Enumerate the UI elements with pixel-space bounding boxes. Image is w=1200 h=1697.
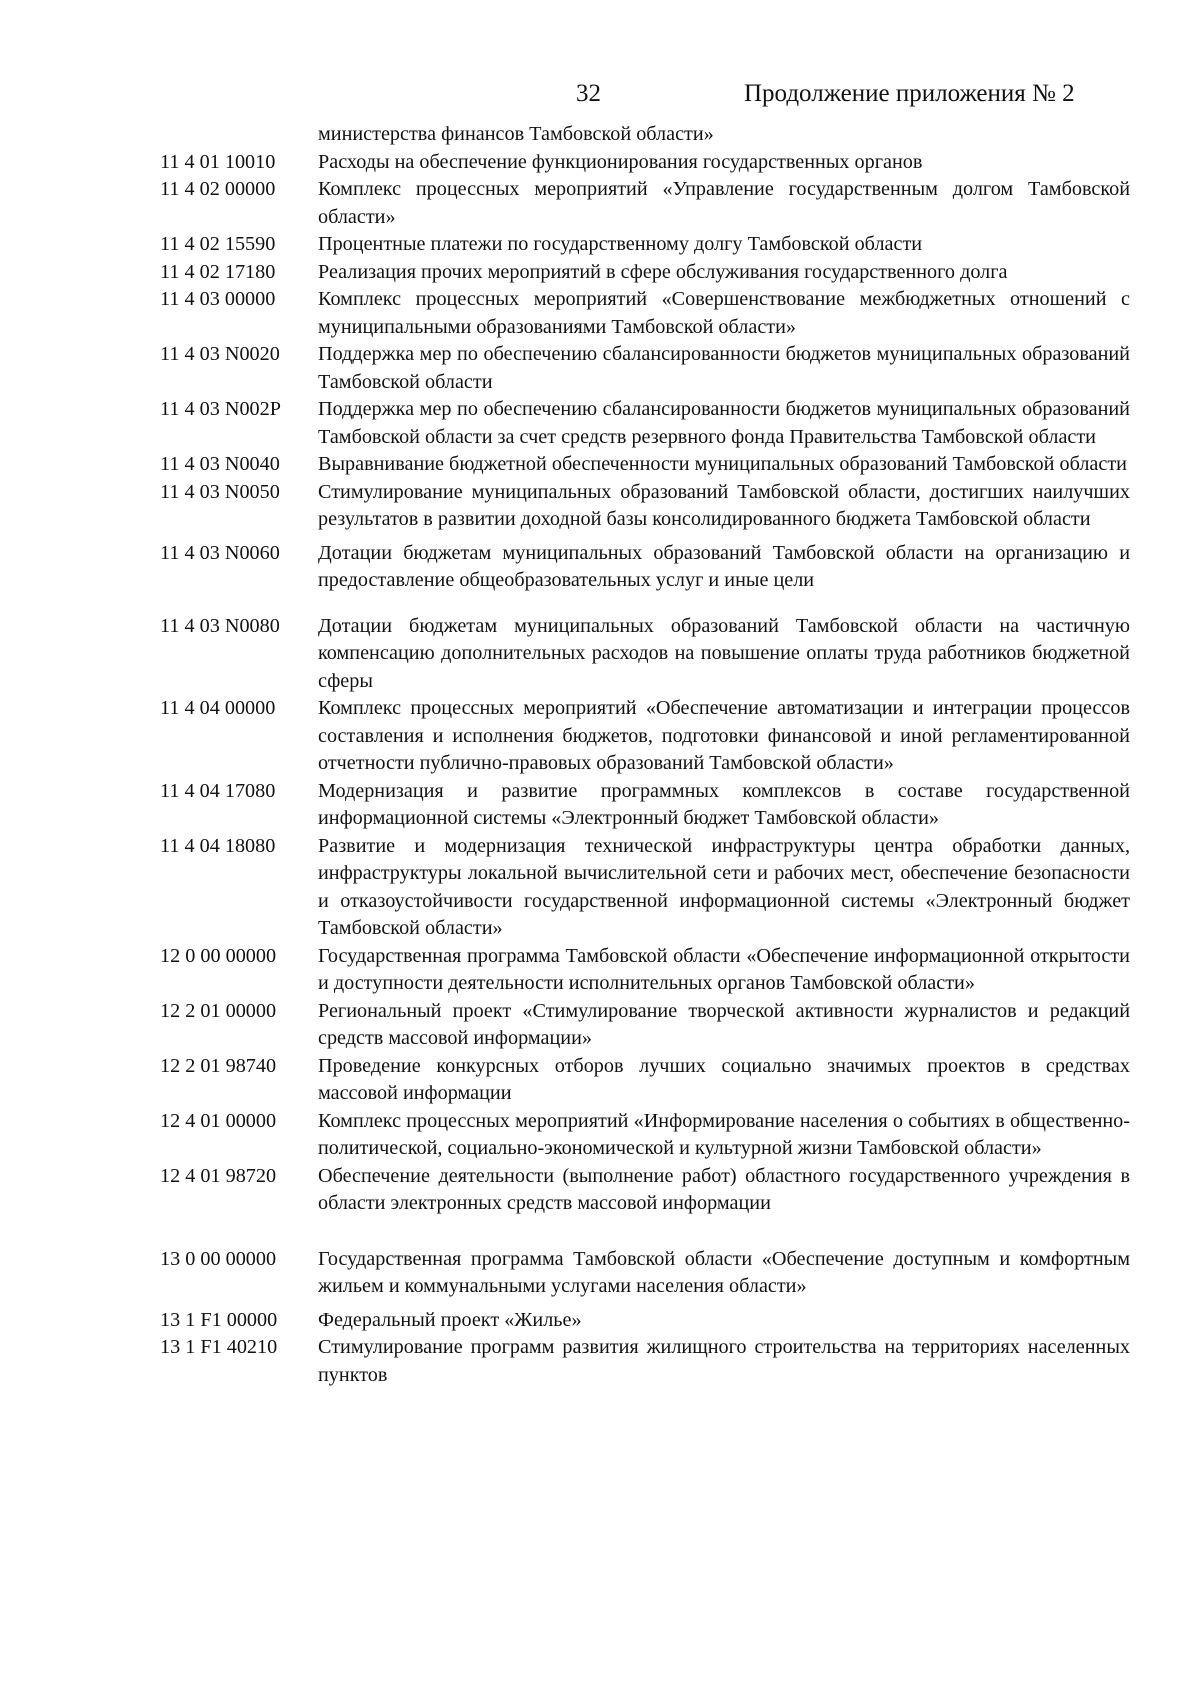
list-item [160, 1334, 1130, 1389]
classification-code: 13 1 F1 00000 [160, 1308, 278, 1331]
classification-code: 11 4 04 17080 [160, 779, 276, 802]
item-description: Выравнивание бюджетной обеспеченности муниципальных образований Тамбовской области [318, 453, 1127, 475]
item-description: Федеральный проект «Жилье» [318, 1308, 582, 1331]
list-item [160, 1053, 1130, 1108]
list-item [160, 1307, 1130, 1335]
classification-code: 11 4 03 00000 [160, 288, 276, 310]
item-description: Комплекс процессных мероприятий «Совершенствование межбюджетных отношений с муниципальными образованиями Тамбовской области» [318, 288, 1130, 338]
item-description: Модернизация и развитие программных комплексов в составе государственной информационной системы «Электронный бюджет Тамбовской области» [318, 779, 1130, 829]
page-number: 32 [576, 80, 601, 107]
list-item [160, 1246, 1130, 1301]
item-description: Комплекс процессных мероприятий «Информирование населения о событиях в общественно-политической, социально-экономической и культурной жизни Тамбовской области» [318, 1109, 1130, 1159]
classification-code: 11 4 03 N0080 [160, 614, 280, 637]
list-item [160, 943, 1130, 998]
item-description: Дотации бюджетам муниципальных образований Тамбовской области на организацию и предоставление общеобразовательных услуг и иные цели [318, 541, 1130, 591]
item-description: Развитие и модернизация технической инфраструктуры центра обработки данных, инфраструктуры локальной вычислительной сети и рабочих мест, обеспечение безопасности и отказоустойчивости государственной информационной системы «Электронный бюджет Тамбовской области» [318, 834, 1130, 939]
item-description: Комплекс процессных мероприятий «Обеспечение автоматизации и интеграции процессов составления и исполнения бюджетов, подготовки финансовой и иной регламентированной отчетности публично-правовых образований Тамбовской области» [318, 697, 1130, 774]
classification-code: 12 0 00 00000 [160, 944, 277, 967]
item-description: Процентные платежи по государственному долгу Тамбовской области [318, 233, 923, 255]
classification-code: 11 4 03 N0020 [160, 343, 280, 365]
item-description: Поддержка мер по обеспечению сбалансированности бюджетов муниципальных образований Тамбовской области [318, 343, 1130, 393]
classification-code: 11 4 04 18080 [160, 834, 276, 857]
classification-code: 11 4 02 00000 [160, 178, 276, 200]
classification-code: 12 2 01 00000 [160, 999, 277, 1022]
list-item [160, 149, 1130, 177]
list-item [160, 396, 1130, 451]
item-description: Расходы на обеспечение функционирования государственных органов [318, 150, 923, 173]
item-description: Комплекс процессных мероприятий «Управление государственным долгом Тамбовской области» [318, 178, 1130, 228]
list-item [160, 998, 1130, 1053]
list-item [160, 451, 1130, 479]
list-item [160, 286, 1130, 341]
list-item [160, 176, 1130, 231]
classification-code: 12 4 01 00000 [160, 1109, 277, 1132]
classification-code: 11 4 04 00000 [160, 697, 276, 719]
item-description: Дотации бюджетам муниципальных образований Тамбовской области на частичную компенсацию дополнительных расходов на повышение оплаты труда работников бюджетной сферы [318, 614, 1130, 692]
classification-code: 11 4 03 N0050 [160, 480, 280, 503]
list-item [160, 695, 1130, 778]
classification-code: 13 0 00 00000 [160, 1247, 277, 1270]
appendix-continuation-caption: Продолжение приложения № 2 [744, 80, 1075, 107]
item-description: Поддержка мер по обеспечению сбалансированности бюджетов муниципальных образований Тамбовской области за счет средств резервного фонда Правительства Тамбовской области [318, 398, 1130, 448]
item-description: министерства финансов Тамбовской области» [318, 123, 714, 145]
item-description: Реализация прочих мероприятий в сфере обслуживания государственного долга [318, 260, 1008, 283]
classification-code: 11 4 03 N0040 [160, 453, 280, 475]
list-item [160, 613, 1130, 696]
classification-code: 11 4 01 10010 [160, 150, 276, 173]
item-description: Проведение конкурсных отборов лучших социально значимых проектов в средствах массовой информации [318, 1054, 1130, 1104]
classification-code: 12 2 01 98740 [160, 1054, 277, 1077]
classification-code: 11 4 03 N0060 [160, 541, 280, 564]
list-item [160, 1108, 1130, 1163]
classification-code: 12 4 01 98720 [160, 1164, 277, 1187]
list-item [160, 341, 1130, 396]
classification-code: 13 1 F1 40210 [160, 1336, 278, 1358]
list-item [160, 479, 1130, 534]
list-item [160, 833, 1130, 943]
item-description: Стимулирование муниципальных образований Тамбовской области, достигших наилучших результатов в развитии доходной базы консолидированного бюджета Тамбовской области [318, 480, 1130, 530]
classification-code: 11 4 03 N002P [160, 398, 281, 420]
list-item [160, 121, 1130, 149]
list-item [160, 540, 1130, 595]
classification-code: 11 4 02 17180 [160, 260, 276, 283]
list-item [160, 259, 1130, 287]
item-description: Региональный проект «Стимулирование творческой активности журналистов и редакций средств массовой информации» [318, 999, 1130, 1049]
list-item [160, 231, 1130, 259]
classification-code: 11 4 02 15590 [160, 233, 276, 255]
budget-classification-list [160, 121, 1130, 1389]
list-item [160, 778, 1130, 833]
item-description: Обеспечение деятельности (выполнение работ) областного государственного учреждения в области электронных средств массовой информации [318, 1164, 1130, 1214]
item-description: Государственная программа Тамбовской области «Обеспечение информационной открытости и доступности деятельности исполнительных органов Тамбовской области» [318, 944, 1130, 994]
page-header [0, 80, 1200, 120]
item-description: Стимулирование программ развития жилищного строительства на территориях населенных пунктов [318, 1336, 1130, 1386]
item-description: Государственная программа Тамбовской области «Обеспечение доступным и комфортным жильем и коммунальными услугами населения области» [318, 1247, 1130, 1297]
list-item [160, 1163, 1130, 1218]
